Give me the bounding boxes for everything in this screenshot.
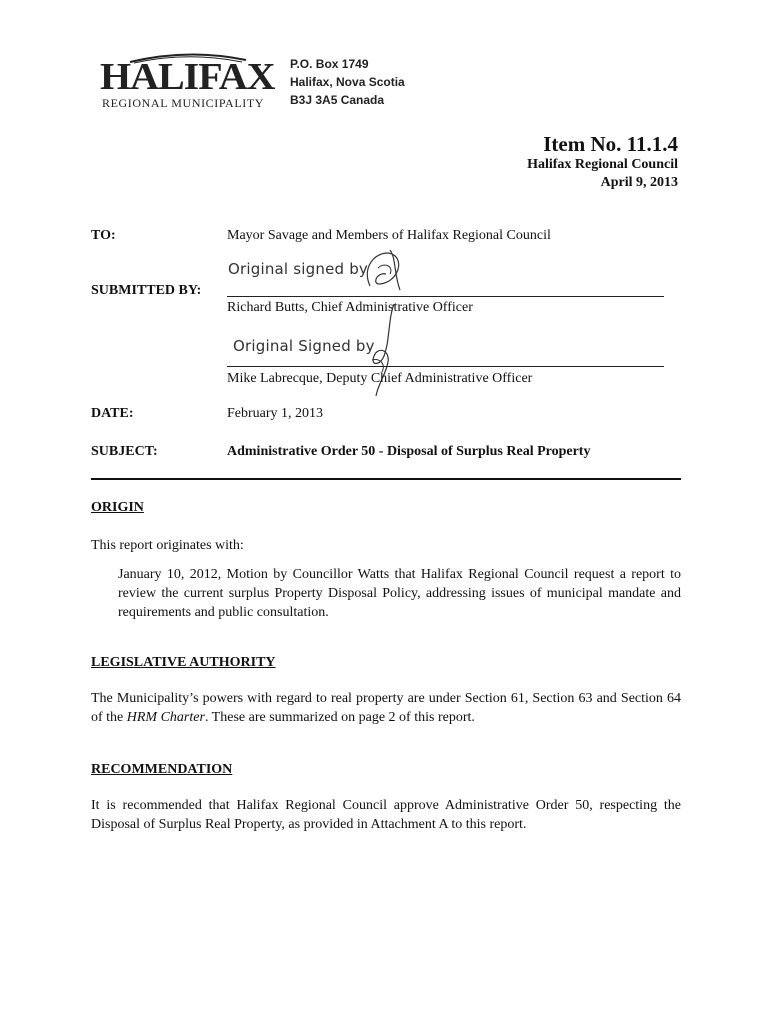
submitted-by-label: SUBMITTED BY: (91, 283, 202, 298)
signer-2: Mike Labrecque, Deputy Chief Administrative Officer (227, 371, 533, 386)
header-divider (91, 478, 681, 480)
council-name: Halifax Regional Council (527, 157, 678, 172)
date-label: DATE: (91, 406, 134, 421)
origin-intro: This report originates with: (91, 538, 244, 553)
item-number: Item No. 11.1.4 (543, 132, 678, 156)
date-value: February 1, 2013 (227, 406, 324, 421)
to-value: Mayor Savage and Members of Halifax Regional Council (227, 228, 551, 243)
signature-scribble-1-icon (350, 244, 420, 304)
legislative-text: The Municipality’s powers with regard to real property are under Section 61, Section 63 and Section 64 of the (91, 691, 681, 725)
subject-value: Administrative Order 50 - Disposal of Surplus Real Property (227, 444, 591, 459)
signature-stamp-2: Original Signed by (233, 337, 375, 355)
address-line: P.O. Box 1749 (290, 57, 369, 71)
recommendation-heading: RECOMMENDATION (91, 762, 233, 777)
charter-reference: HRM Charter (126, 710, 205, 725)
legislative-heading: LEGISLATIVE AUTHORITY (91, 655, 276, 670)
address-block (290, 55, 405, 109)
origin-body: January 10, 2012, Motion by Councillor Watts that Halifax Regional Council request a report to review the current surplus Property Disposal Policy, addressing issues of municipal mandate and requirements and public consultation. (118, 567, 681, 620)
legislative-text-end: . These are summarized on page 2 of this report. (204, 710, 475, 725)
meeting-date: April 9, 2013 (600, 175, 678, 190)
logo-subtitle: REGIONAL MUNICIPALITY (102, 96, 265, 110)
address-line: Halifax, Nova Scotia (290, 75, 405, 89)
to-label: TO: (91, 228, 116, 243)
signer-1: Richard Butts, Chief Administrative Officer (227, 300, 473, 315)
signature-stamp-1: Original signed by (228, 260, 368, 278)
subject-label: SUBJECT: (91, 444, 158, 459)
signature-line-2 (227, 366, 664, 367)
signature-line-1 (227, 296, 664, 297)
origin-heading: ORIGIN (91, 500, 144, 515)
halifax-logo (100, 50, 275, 110)
logo-wordmark: HALIFAX (100, 54, 275, 98)
legislative-body (91, 689, 681, 727)
recommendation-body: It is recommended that Halifax Regional Council approve Administrative Order 50, respecting the Disposal of Surplus Real Property, as provided in Attachment A to this report. (91, 798, 681, 832)
address-line: B3J 3A5 Canada (290, 93, 385, 107)
